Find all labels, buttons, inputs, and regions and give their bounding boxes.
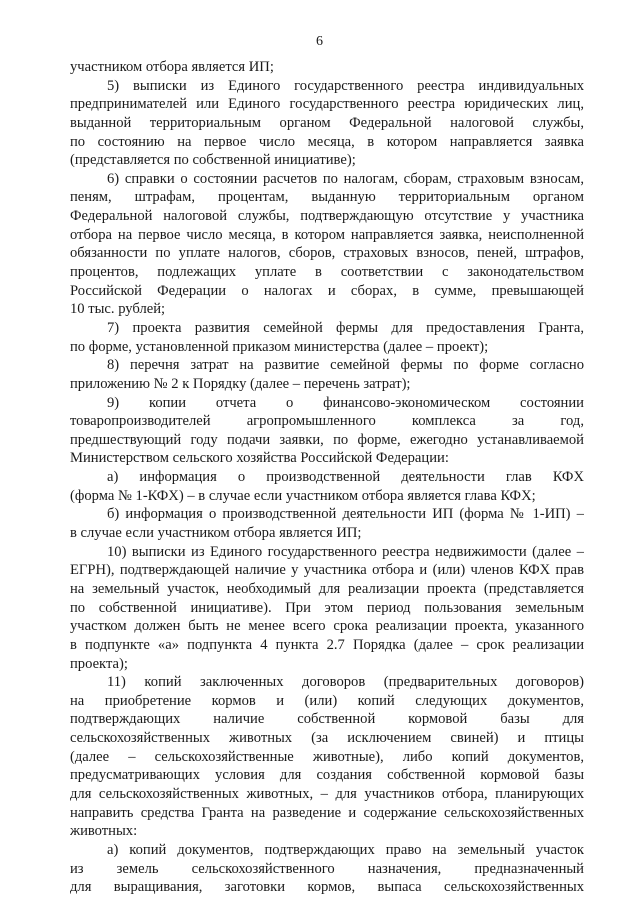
text-line: сельскохозяйственных животных (за исключением свиней) и птицы: [70, 730, 584, 747]
text-line: б) информация о производственной деятельности ИП (форма № 1-ИП) –: [107, 506, 584, 523]
text-line: выданной территориальным органом Федеральной налоговой службы,: [70, 114, 584, 131]
text-line: (далее – сельскохозяйственные животные), либо копий документов,: [70, 748, 584, 765]
text-line: (представляется по собственной инициативе);: [70, 152, 356, 169]
text-line: 8) перечня затрат на развитие семейной фермы по форме согласно: [107, 357, 584, 374]
text-line: по собственной инициативе). При этом период пользования земельным: [70, 599, 584, 616]
text-line: для сельскохозяйственных животных, – для участников отбора, планирующих: [70, 785, 584, 802]
text-line: товаропроизводителей агропромышленного комплекса за год,: [70, 413, 584, 430]
text-line: в подпункте «а» подпункта 4 пункта 2.7 Порядка (далее – срок реализации: [70, 636, 584, 653]
text-line: предусматривающих условия для создания собственной кормовой базы: [70, 767, 584, 784]
text-line: 10) выписки из Единого государственного реестра недвижимости (далее –: [107, 543, 584, 560]
text-line: подтверждающих наличие собственной кормовой базы для: [70, 711, 584, 728]
page-number: 6: [316, 34, 323, 49]
text-line: на приобретение кормов и (или) копий следующих документов,: [70, 692, 584, 709]
text-line: обязанности по уплате налогов, сборов, страховых взносов, пеней, штрафов,: [70, 245, 584, 262]
text-line: а) копий документов, подтверждающих право на земельный участок: [107, 841, 584, 858]
text-line: 10 тыс. рублей;: [70, 301, 166, 318]
text-line: предпринимателей или Единого государственного реестра юридических лиц,: [70, 96, 584, 113]
text-line: 9) копии отчета о финансово-экономическом состоянии: [107, 394, 584, 411]
document-body: [70, 58, 584, 897]
text-line: в случае если участником отбора является ИП;: [70, 525, 362, 542]
text-line: Министерством сельского хозяйства Российской Федерации:: [70, 450, 449, 467]
text-line: на земельный участок, необходимый для реализации проекта (представляется: [70, 580, 584, 597]
text-line: по форме, установленной приказом министерства (далее – проект);: [70, 338, 489, 355]
text-line: животных:: [70, 823, 138, 840]
text-line: ЕГРН), подтверждающей наличие у участника отбора и (или) членов КФХ прав: [70, 562, 584, 579]
text-line: 7) проекта развития семейной фермы для предоставления Гранта,: [107, 319, 584, 336]
text-line: Российской Федерации о налогах и сборах, в сумме, превышающей: [70, 282, 584, 299]
text-line: для выращивания, заготовки кормов, выпаса сельскохозяйственных: [70, 879, 584, 896]
text-line: направить средства Гранта на разведение и содержание сельскохозяйственных: [70, 804, 584, 821]
text-line: 5) выписки из Единого государственного реестра индивидуальных: [107, 77, 584, 94]
text-line: 6) справки о состоянии расчетов по налогам, сборам, страховым взносам,: [107, 170, 584, 187]
text-line: приложению № 2 к Порядку (далее – перечень затрат);: [70, 375, 411, 392]
text-line: проекта);: [70, 655, 128, 672]
text-line: Федеральной налоговой службы, подтверждающую отсутствие у участника: [70, 208, 584, 225]
text-line: предшествующий году подачи заявки, по форме, ежегодно устанавливаемой: [70, 431, 584, 448]
text-line: отбора на первое число месяца, в котором направляется заявка, неисполненной: [70, 226, 584, 243]
text-line: участком должен быть не менее всего срока реализации проекта, указанного: [70, 618, 584, 635]
text-line: по состоянию на первое число месяца, в котором направляется заявка: [70, 133, 584, 150]
text-line: из земель сельскохозяйственного назначения, предназначенный: [70, 860, 584, 877]
text-line: пеням, штрафам, процентам, выданную территориальным органом: [70, 189, 584, 206]
text-line: (форма № 1-КФХ) – в случае если участником отбора является глава КФХ;: [70, 487, 536, 504]
text-line: а) информация о производственной деятельности глав КФХ: [107, 469, 584, 486]
text-line: процентов, подлежащих уплате в соответствии с законодательством: [70, 264, 584, 281]
text-line: 11) копий заключенных договоров (предварительных договоров): [107, 674, 584, 691]
text-line: участником отбора является ИП;: [70, 59, 274, 75]
